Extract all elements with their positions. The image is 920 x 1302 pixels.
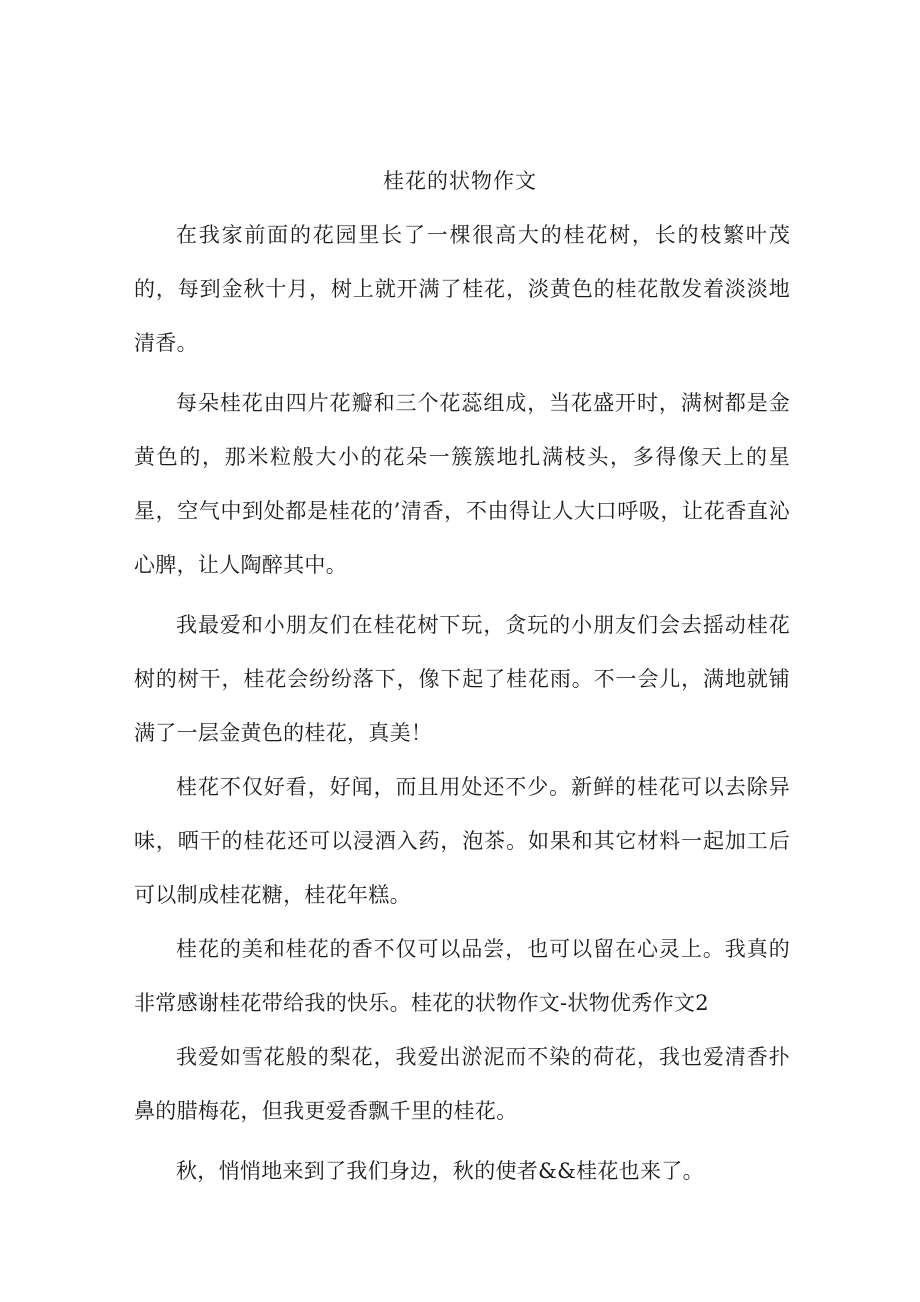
paragraph: 桂花的美和桂花的香不仅可以品尝，也可以留在心灵上。我真的非常感谢桂花带给我的快乐。桂花的状物作文-状物优秀作文2 bbox=[134, 937, 790, 1015]
paragraph: 在我家前面的花园里长了一棵很高大的桂花树，长的枝繁叶茂的，每到金秋十月，树上就开满了桂花，淡黄色的桂花散发着淡淡地清香。 bbox=[134, 223, 790, 355]
document-title: 桂花的状物作文 bbox=[383, 169, 537, 193]
paragraph: 桂花不仅好看，好闻，而且用处还不少。新鲜的桂花可以去除异味，晒干的桂花还可以浸酒入药，泡茶。如果和其它材料一起加工后可以制成桂花糖，桂花年糕。 bbox=[134, 775, 790, 907]
paragraph: 我爱如雪花般的梨花，我爱出淤泥而不染的荷花，我也爱清香扑鼻的腊梅花，但我更爱香飘千里的桂花。 bbox=[134, 1045, 790, 1123]
document-body bbox=[134, 208, 790, 1198]
paragraph: 秋，悄悄地来到了我们身边，秋的使者&&桂花也来了。 bbox=[176, 1159, 704, 1183]
paragraph: 每朵桂花由四片花瓣和三个花蕊组成，当花盛开时，满树都是金黄色的，那米粒般大小的花朵一簇簇地扎满枝头，多得像天上的星星，空气中到处都是桂花的’清香，不由得让人大口呼吸，让花香直沁心脾，让人陶醉其中。 bbox=[134, 391, 790, 577]
paragraph: 我最爱和小朋友们在桂花树下玩，贪玩的小朋友们会去摇动桂花树的树干，桂花会纷纷落下，像下起了桂花雨。不一会儿，满地就铺满了一层金黄色的桂花，真美！ bbox=[134, 613, 790, 745]
